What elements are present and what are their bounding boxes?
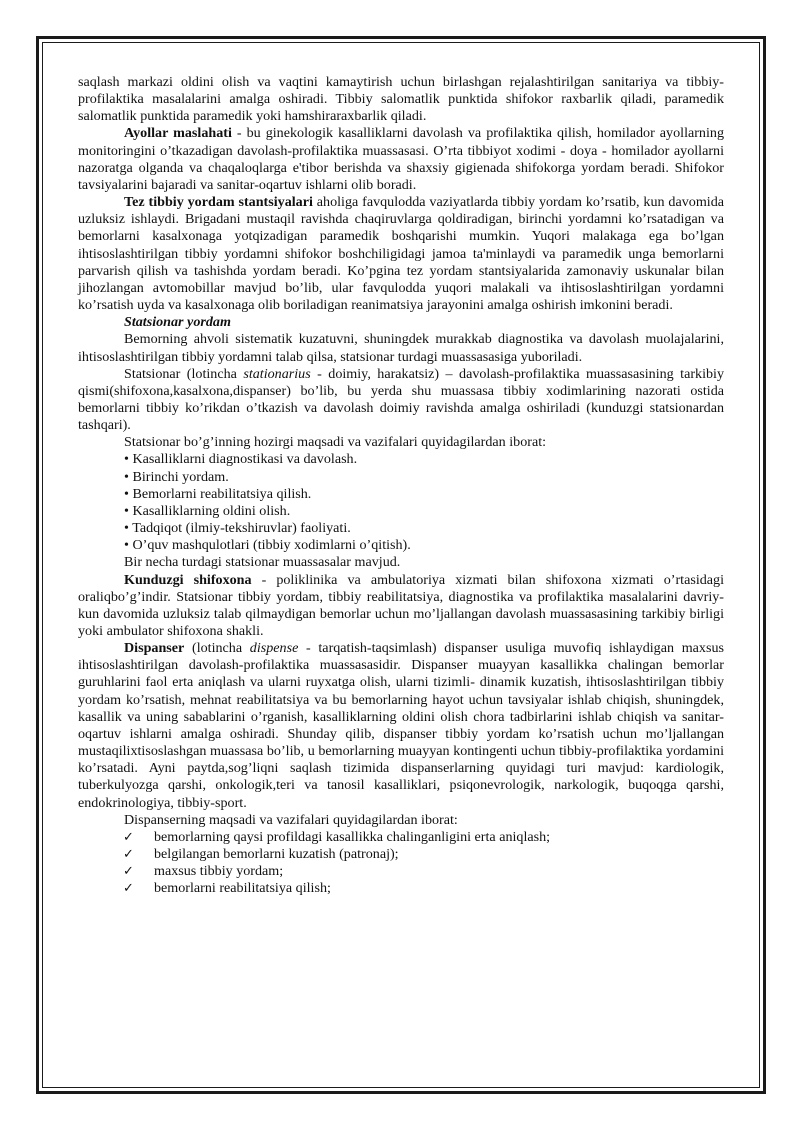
checklist-item [78, 863, 724, 880]
check-mark-icon: ✓ [123, 864, 134, 880]
term-dispanser: Dispanser [124, 640, 185, 657]
definition-start: Statsionar (lotincha [124, 365, 244, 382]
checklist-item-text: belgilangan bemorlarni kuzatish (patronaj); [154, 846, 399, 863]
paragraph-dispanser [78, 640, 724, 812]
term-stationarius: stationarius [243, 365, 311, 382]
list-item: • O’quv mashqulotlari (tibbiy xodimlarni o’qitish). [124, 537, 411, 554]
paragraph-tez-yordam-text: aholiga favqulodda vaziyatlarda tibbiy yordam ko’rsatib, kun davomida uzluksiz ishlaydi. Brigadani mustaqil ravishda chaqiruvlarga qoldiradigan, birinchi yordamni ko’rsatadigan va bemorlarni kasalxonaga yotqizadigan paramedik boshqarishi mumkin. Yuqori malakaga ega bo’lgan ihtisoslashtirilgan tibbiy yordamni shifokor boshchiligidagi jamoa ta'minlaydi va paramedik unga bemorlarni parvarish qilish va tashishda yordam beradi. Ko’pgina tez yordam stantsiyalarida zamonaviy uskunalar bilan jihozlangan avtomobillar mavjud bo’lib, ular favqulodda yuqori malakali va ihtisoslashtirilgan yordamni ko’rsatish uyda va kasalxonaga olib boriladigan reanimatsiya jarayonini amalga oshirish imkonini beradi. [78, 194, 724, 314]
list-item: • Bemorlarni reabilitatsiya qilish. [124, 485, 312, 502]
definition-rest: - doimiy, harakatsiz) – davolash-profilaktika muassasasining tarkibiy qismi(shifoxona,kasalxona,dispanser) bo’lib, bu yerda shu muassasa tibbiy xodimlarining nazorati ostida bemorlarni tibbiy ko’rikdan o’tkazish va davolash doimiy ravishda amalga oshiriladi (kunduzgi statsionardan tashqari). [78, 365, 724, 434]
paragraph-kunduzgi-shifoxona [78, 572, 724, 641]
check-mark-icon: ✓ [123, 847, 134, 863]
statsionar-task-list [78, 451, 724, 554]
list-item: • Kasalliklarning oldini olish. [124, 502, 291, 519]
term-ayollar-maslahati: Ayollar maslahati [124, 125, 232, 142]
dispanser-task-checklist [78, 829, 724, 898]
checklist-item-text: maxsus tibbiy yordam; [154, 863, 284, 880]
paragraph-ayollar-maslahati [78, 125, 724, 194]
dispanser-text-start: (lotincha [184, 640, 250, 657]
paragraph-dispanser-tasks: Dispanserning maqsadi va vazifalari quyidagilardan iborat: [124, 811, 458, 828]
paragraph-intro: saqlash markazi oldini olish va vaqtini kamaytirish uchun birlashgan rejalashtirilgan sanitariya va tibbiy-profilaktika masalalarini amalga oshiradi. Tibbiy salomatlik punktida shifokor raxbarlik qiladi, paramedik salomatlik punktida paramedik yoki hamshiraraxbarlik qiladi. [78, 74, 724, 125]
term-kunduzgi-shifoxona: Kunduzgi shifoxona [124, 571, 252, 588]
list-item: • Kasalliklarni diagnostikasi va davolash. [124, 451, 358, 468]
dispanser-text-rest: - tarqatish-taqsimlash) dispanser usuliga muvofiq ishlaydigan maxsus ihtisoslashtirilgan davolash-profilaktika muassasasidir. Dispanser muayyan kasallikka chalingan bemorlar guruhlarini faol erta aniqlash va ularni ruyxatga olish, ularni tizimli- dinamik kuzatish, ihtisoslashtirilgan tibbiy yordam ko’rsatish, mehnat reabilitatsiya va bu bemorlarning hayot uchun tavsiyalar ishlab chiqish, shuningdek, kasallik va uning sabablarini o’rganish, kasalliklarning oldini olish chora tadbirlarini ishlab chiqish va sanitar-oqartuv ishlarni amalga oshiradi. Shunday qilib, dispanser tibbiy yordam ko’rsatish uchun mo’ljallangan mustaqilixtisoslashgan muassasa bo’lib, u bemorlarning muayyan kontingenti uchun tibbiy-profilaktika yordamini ko’rsatadi. Ayni paytda,sog’liqni saqlash tizimida dispanserlarning quyidagi turi mavjud: kardiologik, tuberkulyozga qarshi, onkologik,teri va tanosil kasalliklari, psiqonevrologik, narkologik, buqoqga qarshi, endokrinologiya, tibbiy-sport. [78, 640, 724, 811]
paragraph-statsionar-tasks: Statsionar bo’g’inning hozirgi maqsadi va vazifalari quyidagilardan iborat: [124, 434, 547, 451]
heading-statsionar-yordam: Statsionar yordam [124, 314, 231, 331]
section-heading-statsionar [78, 314, 724, 331]
paragraph-kunduzgi-shifoxona-text: - poliklinika va ambulatoriya xizmati bilan shifoxona xizmati o’rtasidagi oraliqbo’g’indir. Statsionar tibbiy yordam, tibbiy reabilitatsiya, diagnostika va profilaktika masalalarini davriy-kun davomida uzluksiz talab qilmaydigan bemorlar uchun mo’ljallangan davolash muassasasining tarkibiy birligi yoki ambulator shifoxona shakli. [78, 571, 725, 639]
document-body [78, 74, 724, 898]
list-item: • Tadqiqot (ilmiy-tekshiruvlar) faoliyati. [124, 520, 351, 537]
paragraph-ayollar-maslahati-text: - bu ginekologik kasalliklarni davolash va profilaktika qilish, homilador ayollarning monitoringini o’tkazadigan davolash-profilaktika muassasasi. O’rta tibbiyot xodimi - doya - homilador ayollarni nazoratga olganda va chaqaloqlarga e'tibor berishda va shaxsiy gigienada shifokorga yordam beradi. Shifokor tavsiyalarini bajaradi va sanitar-oqartuv ishlarni olib boradi. [78, 125, 724, 193]
paragraph-statsionar-definition [78, 366, 724, 435]
paragraph-statsionar-types: Bir necha turdagi statsionar muassasalar mavjud. [124, 554, 401, 571]
term-dispense: dispense [249, 640, 299, 657]
list-item: • Birinchi yordam. [124, 468, 229, 485]
checklist-item [78, 846, 724, 863]
paragraph-tez-yordam [78, 194, 724, 314]
check-mark-icon: ✓ [123, 829, 134, 845]
paragraph-statsionar-intro: Bemorning ahvoli sistematik kuzatuvni, shuningdek murakkab diagnostika va davolash muolajalarini, ihtisoslashtirilgan tibbiy yordamni talab qilsa, statsionar turdagi muassasasiga yuboriladi. [78, 331, 724, 365]
term-tez-yordam: Tez tibbiy yordam stantsiyalari [124, 194, 313, 211]
checklist-item-text: bemorlarni reabilitatsiya qilish; [154, 880, 331, 897]
checklist-item [78, 880, 724, 897]
checklist-item-text: bemorlarning qaysi profildagi kasallikka chalinganligini erta aniqlash; [154, 828, 551, 845]
checklist-item [78, 829, 724, 846]
check-mark-icon: ✓ [123, 881, 134, 897]
